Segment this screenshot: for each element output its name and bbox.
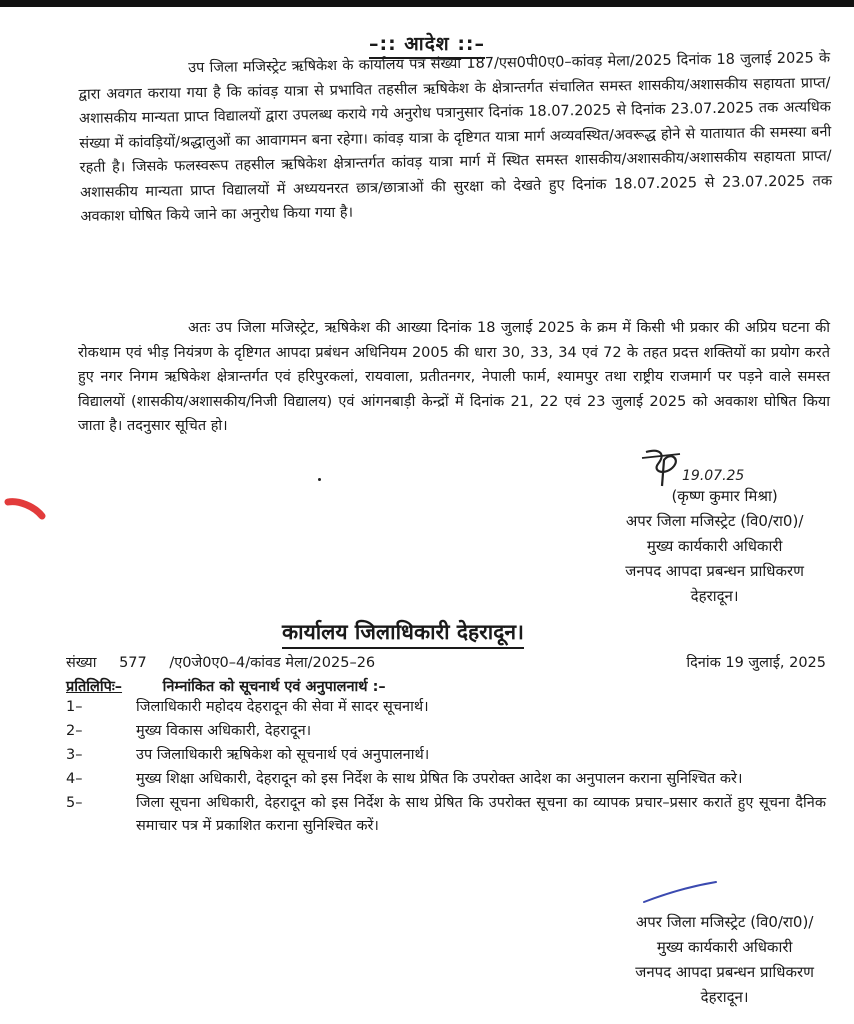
red-ink-mark — [4, 496, 48, 522]
reference-number: संख्या 577 /ए0जे0ए0–4/कांवड मेला/2025–26 — [66, 655, 376, 671]
signatory-name: (कृष्ण कुमार मिश्रा) — [671, 487, 778, 505]
signatory-place: देहरादून। — [690, 587, 739, 605]
signatory-designation: अपर जिला मजिस्ट्रेट (वि0/रा0)/ — [635, 913, 814, 931]
signatory-designation: अपर जिला मजिस्ट्रेट (वि0/रा0)/ — [625, 512, 804, 530]
signatory-role: मुख्य कार्यकारी अधिकारी — [646, 537, 783, 555]
list-item: 3– उप जिलाधिकारी ऋषिकेश को सूचनार्थ एवं अनुपालनार्थ। — [66, 747, 430, 763]
list-item: 1– जिलाधिकारी महोदय देहरादून की सेवा में सादर सूचनार्थ। — [66, 699, 429, 715]
signatory-authority: जनपद आपदा प्रबन्धन प्राधिकरण — [635, 963, 814, 981]
signature-date: 19.07.25 — [682, 468, 745, 484]
recipient-list — [66, 696, 826, 839]
order-paragraph-1: उप जिला मजिस्ट्रेट ऋषिकेश के कार्यालय पत्र संख्या 187/एस0पी0ए0–कांवड़ मेला/2025 दिनांक 18 जुलाई 2025 के द्वारा अवगत कराया गया है कि कांवड़ यात्रा से प्रभावित तहसील ऋषिकेश के क्षेत्रान्तर्गत संचालित समस्त शासकीय/अशासकीय सहायता प्राप्त/अशासकीय मान्यता प्राप्त विद्यालयों द्वारा उपलब्ध कराये गये अनुरोध पत्रानुसार दिनांक 18.07.2025 से दिनांक 23.07.2025 तक अत्यधिक संख्या में कांवड़ियों/श्रद्धालुओं का आवागमन बना रहेगा। कांवड़ यात्रा के दृष्टिगत यात्रा मार्ग अव्यवस्थित/अवरूद्ध होने से यातायात की समस्या बनी रहती है। जिसके फलस्वरूप तहसील ऋषिकेश क्षेत्रान्तर्गत कांवड़ यात्रा मार्ग में स्थित समस्त शासकीय/अशासकीय/अशासकीय सहायता प्राप्त/अशासकीय मान्यता प्राप्त विद्यालयों में अध्ययनरत छात्र/छात्राओं की सुरक्षा को देखते हुए दिनांक 18.07.2025 से 23.07.2025 तक अवकाश घोषित किये जाने का अनुरोध किया गया है। — [78, 50, 833, 225]
pen-stroke-mark — [640, 878, 720, 906]
copy-to-heading: प्रतिलिपिः– निम्नांकित को सूचनार्थ एवं अनुपालनार्थ :– — [66, 679, 386, 695]
order-paragraph-2: अतः उप जिला मजिस्ट्रेट, ऋषिकेश की आख्या दिनांक 18 जुलाई 2025 के क्रम में किसी भी प्रकार की अप्रिय घटना की रोकथाम एवं भीड़ नियंत्रण के दृष्टिगत आपदा प्रबंधन अधिनियम 2005 की धारा 30, 33, 34 एवं 72 के तहत प्रदत्त शक्तियों का प्रयोग करते हुए नगर निगम ऋषिकेश क्षेत्रान्तर्गत एवं हरिपुरकलां, रायवाला, प्रतीतनगर, नेपाली फार्म, श्यामपुर तथा राष्ट्रीय राजमार्ग पर पड़ने वाले समस्त विद्यालयों (शासकीय/अशासकीय/निजी विद्यालय) एवं आंगनबाड़ी केन्द्रों में दिनांक 21, 22 एवं 23 जुलाई 2025 को अवकाश घोषित किया जाता है। तदनुसार सूचित हो। — [78, 320, 830, 434]
ink-dot — [318, 478, 321, 481]
signatory-block-1 — [625, 484, 804, 609]
top-border — [0, 0, 854, 7]
list-item: 5– जिला सूचना अधिकारी, देहरादून को इस निर्देश के साथ प्रेषित कि उपरोक्त सूचना का व्यापक प्रचार–प्रसार करातें हुए सूचना दैनिक समाचार पत्र में प्रकाशित कराना सुनिश्चित करें। — [66, 795, 826, 834]
signatory-place: देहरादून। — [700, 988, 749, 1006]
order-heading: –:: आदेश ::– — [0, 30, 854, 56]
reference-row — [66, 652, 826, 672]
reference-date: दिनांक 19 जुलाई, 2025 — [686, 655, 826, 671]
list-item: 4– मुख्य शिक्षा अधिकारी, देहरादून को इस निर्देश के साथ प्रेषित कि उपरोक्त आदेश का अनुपालन कराना सुनिश्चित करे। — [66, 771, 743, 787]
signatory-block-2 — [635, 910, 814, 1010]
list-item: 2– मुख्य विकास अधिकारी, देहरादून। — [66, 723, 312, 739]
signatory-role: मुख्य कार्यकारी अधिकारी — [656, 938, 793, 956]
office-title: कार्यालय जिलाधिकारी देहरादून। — [282, 618, 524, 649]
signatory-authority: जनपद आपदा प्रबन्धन प्राधिकरण — [625, 562, 804, 580]
